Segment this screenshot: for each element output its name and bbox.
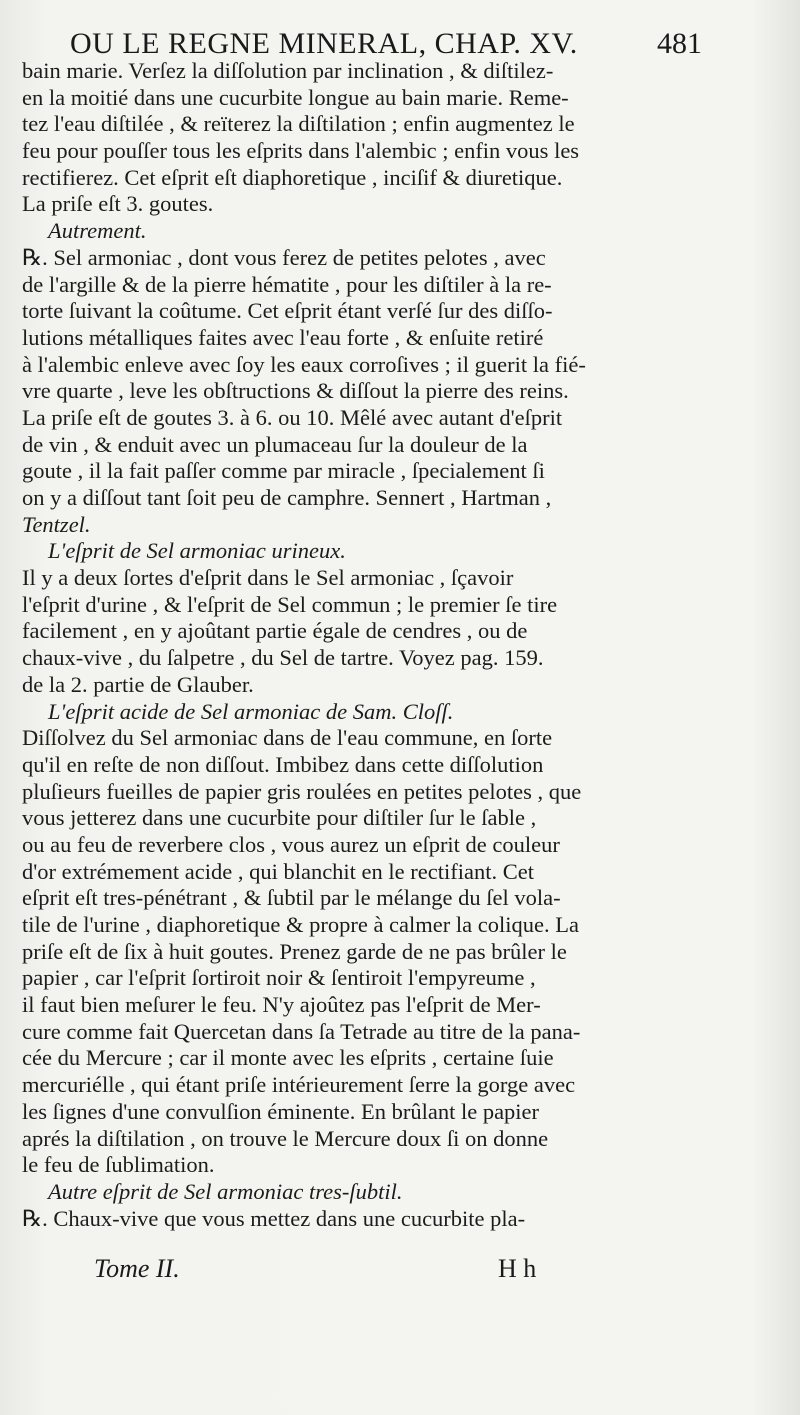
text-line: pluſieurs fueilles de papier gris roulées en petites pelotes , que [22, 778, 582, 804]
body-text [22, 58, 694, 1232]
text-line: vous jetterez dans une cucurbite pour diſtiler ſur le ſable , [22, 805, 537, 831]
text-line: il faut bien meſurer le feu. N'y ajoûtez pas l'eſprit de Mer- [22, 992, 541, 1018]
text-line: bain marie. Verſez la diſſolution par inclination , & diſtilez- [22, 58, 554, 83]
text-line: mercuriélle , qui étant priſe intérieurement ſerre la gorge avec [22, 1072, 576, 1098]
text-line: de vin , & enduit avec un plumaceau ſur la douleur de la [22, 431, 528, 457]
text-line: aprés la diſtilation , on trouve le Mercure doux ſi on donne [22, 1125, 549, 1151]
text-line: vre quarte , leve les obſtructions & diſſout la pierre des reins. [22, 378, 569, 404]
text-line: Diſſolvez du Sel armoniac dans de l'eau commune, en ſorte [22, 725, 553, 751]
text-line: torte ſuivant la coûtume. Cet eſprit étant verſé ſur des diſſo- [22, 298, 553, 324]
section-heading: L'eſprit acide de Sel armoniac de Sam. Cloſſ. [48, 698, 454, 724]
text-line: feu pour pouſſer tous les eſprits dans l'alembic ; enfin vous les [22, 138, 580, 164]
text-line: Tentzel. [22, 511, 91, 537]
page-number: 481 [657, 27, 702, 60]
text-line: rectifierez. Cet eſprit eſt diaphoretique , inciſif & diuretique. [22, 164, 563, 190]
text-line: le feu de ſublimation. [22, 1152, 215, 1178]
text-line: cure comme fait Quercetan dans ſa Tetrade au titre de la pana- [22, 1018, 581, 1044]
text-line: chaux-vive , du ſalpetre , du Sel de tartre. Voyez pag. 159. [22, 645, 544, 671]
running-header: OU LE REGNE MINERAL, CHAP. XV. [70, 27, 578, 60]
volume-label: Tome II. [94, 1254, 180, 1283]
text-line: on y a diſſout tant ſoit peu de camphre. Sennert , Hartman , [22, 485, 552, 510]
text-line: facilement , en y ajoûtant partie égale de cendres , ou de [22, 618, 528, 644]
text-line: les ſignes d'une convulſion éminente. En brûlant le papier [22, 1098, 540, 1124]
text-line: d'or extrémement acide , qui blanchit en le rectifiant. Cet [22, 858, 534, 884]
text-line: ℞. Sel armoniac , dont vous ferez de petites pelotes , avec [22, 244, 546, 270]
text-line: La priſe eſt de goutes 3. à 6. ou 10. Mêlé avec autant d'eſprit [22, 404, 563, 430]
text-line: tez l'eau diſtilée , & reïterez la diſtilation ; enfin augmentez le [22, 111, 575, 137]
text-line: à l'alembic enleve avec ſoy les eaux corroſives ; il guerit la fié- [22, 351, 586, 377]
text-line: goute , il la fait paſſer comme par miracle , ſpecialement ſi [22, 458, 545, 484]
section-heading: Autrement. [48, 218, 147, 244]
text-line: en la moitié dans une cucurbite longue au bain marie. Reme- [22, 84, 569, 110]
text-line: papier , car l'eſprit ſortiroit noir & ſentiroit l'empyreume , [22, 965, 536, 991]
text-line: de la 2. partie de Glauber. [22, 671, 254, 697]
text-line: ou au feu de reverbere clos , vous aurez un eſprit de couleur [22, 831, 560, 857]
text-line: priſe eſt de ſix à huit goutes. Prenez garde de ne pas brûler le [22, 938, 567, 964]
section-heading: Autre eſprit de Sel armoniac tres-ſubtil. [48, 1178, 403, 1204]
text-line: lutions métalliques faites avec l'eau forte , & enſuite retiré [22, 324, 544, 350]
text-line: La priſe eſt 3. goutes. [22, 191, 214, 217]
text-line: ℞. Chaux-vive que vous mettez dans une cucurbite pla- [22, 1205, 526, 1231]
text-line: tile de l'urine , diaphoretique & propre à calmer la colique. La [22, 912, 579, 937]
text-line: eſprit eſt tres-pénétrant , & ſubtil par le mélange du ſel vola- [22, 885, 561, 911]
signature-mark: H h [498, 1254, 537, 1283]
text-line: de l'argille & de la pierre hématite , pour les diſtiler à la re- [22, 271, 552, 297]
text-line: qu'il en reſte de non diſſout. Imbibez dans cette diſſolution [22, 751, 544, 777]
text-line: Il y a deux ſortes d'eſprit dans le Sel armoniac , ſçavoir [22, 565, 514, 591]
text-line: l'eſprit d'urine , & l'eſprit de Sel commun ; le premier ſe tire [22, 591, 558, 617]
text-line: cée du Mercure ; car il monte avec les eſprits , certaine ſuie [22, 1045, 554, 1071]
section-heading: L'eſprit de Sel armoniac urineux. [48, 538, 346, 564]
